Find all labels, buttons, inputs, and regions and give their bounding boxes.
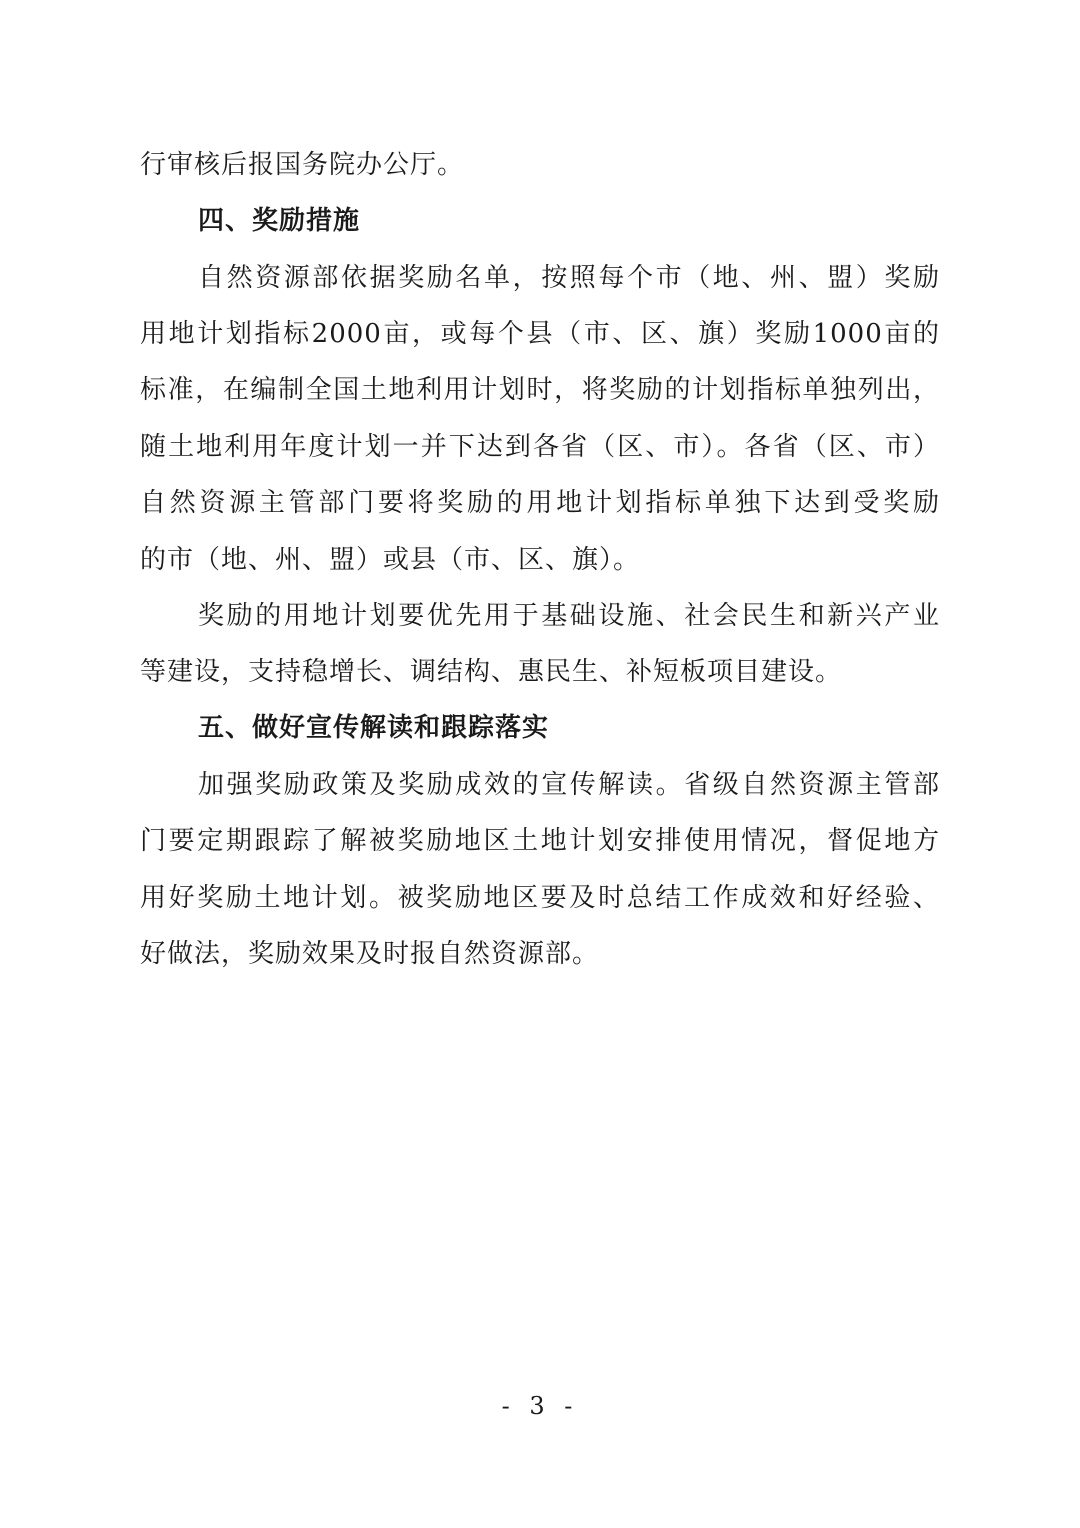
paragraph-line: 加强奖励政策及奖励成效的宣传解读。省级自然资源主管部	[198, 770, 940, 800]
paragraph-line: 奖励的用地计划要优先用于基础设施、社会民生和新兴产业	[198, 601, 940, 631]
section-heading-5: 五、做好宣传解读和跟踪落实	[198, 713, 550, 743]
paragraph-line: 随土地利用年度计划一并下达到各省（区、市）。各省（区、市）	[140, 432, 940, 462]
paragraph-line: 自然资源主管部门要将奖励的用地计划指标单独下达到受奖励	[140, 488, 940, 518]
paragraph-line: 行审核后报国务院办公厅。	[140, 150, 465, 180]
paragraph-line: 标准，在编制全国土地利用计划时，将奖励的计划指标单独列出，	[140, 375, 940, 405]
paragraph-line: 的市（地、州、盟）或县（市、区、旗）。	[140, 545, 641, 575]
paragraph-line: 等建设，支持稳增长、调结构、惠民生、补短板项目建设。	[140, 657, 843, 687]
paragraph-line: 门要定期跟踪了解被奖励地区土地计划安排使用情况，督促地方	[140, 826, 940, 856]
page-number: - 3 -	[501, 1392, 579, 1420]
paragraph-line: 好做法，奖励效果及时报自然资源部。	[140, 939, 600, 969]
paragraph-line: 自然资源部依据奖励名单，按照每个市（地、州、盟）奖励	[198, 263, 940, 293]
section-heading-4: 四、奖励措施	[198, 206, 361, 236]
paragraph-line: 用好奖励土地计划。被奖励地区要及时总结工作成效和好经验、	[140, 883, 940, 913]
paragraph-line: 用地计划指标2000亩，或每个县（市、区、旗）奖励1000亩的	[140, 319, 940, 349]
